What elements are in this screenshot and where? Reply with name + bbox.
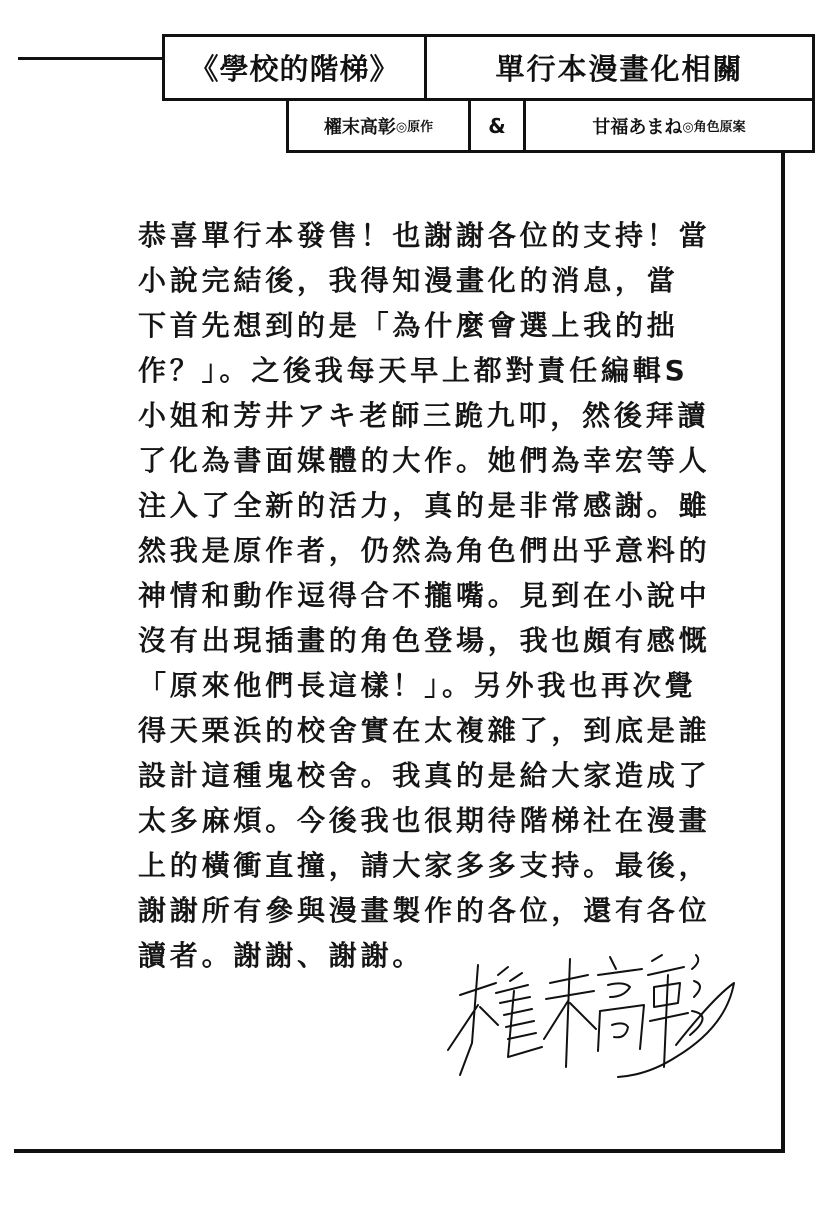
message-line: 神情和動作逗得合不攏嘴。見到在小說中 xyxy=(138,579,711,612)
author-signature xyxy=(438,935,738,1095)
message-line: 沒有出現插畫的角色登場，我也頗有感慨 xyxy=(138,624,711,657)
message-line: 了化為書面媒體的大作。她們為幸宏等人 xyxy=(138,444,711,477)
artist-role: ◎角色原案 xyxy=(682,120,746,135)
artist-name: 甘福あまね xyxy=(592,116,683,138)
author-name: 櫂末高彰 xyxy=(323,116,396,138)
message-line: 作？」。之後我每天早上都對責任編輯S xyxy=(138,354,689,387)
ampersand-box xyxy=(468,98,526,153)
ampersand: & xyxy=(488,113,506,138)
author-credit-box xyxy=(286,98,471,153)
message-line: 太多麻煩。今後我也很期待階梯社在漫畫 xyxy=(138,804,711,837)
message-line: 小說完結後，我得知漫畫化的消息，當 xyxy=(138,264,679,297)
message-line: 「原來他們長這樣！」。另外我也再次覺 xyxy=(138,669,697,702)
message-line: 得天栗浜的校舍實在太複雜了，到底是誰 xyxy=(138,714,711,747)
afterword-message xyxy=(138,213,728,978)
artist-credit-box xyxy=(523,98,815,153)
section-title-box xyxy=(424,34,815,101)
message-line: 然我是原作者，仍然為角色們出乎意料的 xyxy=(138,534,711,567)
message-line: 恭喜單行本發售！也謝謝各位的支持！當 xyxy=(138,219,711,252)
section-title: 單行本漫畫化相關 xyxy=(495,52,744,86)
message-line: 小姐和芳井アキ老師三跪九叩，然後拜讀 xyxy=(138,399,710,432)
manga-title: 《學校的階梯》 xyxy=(189,52,400,86)
message-line: 謝謝所有參與漫畫製作的各位，還有各位 xyxy=(138,894,711,927)
author-role: ◎原作 xyxy=(395,120,434,135)
message-line: 設計這種鬼校舍。我真的是給大家造成了 xyxy=(138,759,711,792)
frame-bottom-border xyxy=(14,1149,785,1153)
message-line: 注入了全新的活力，真的是非常感謝。雖 xyxy=(138,489,711,522)
message-line: 上的橫衝直撞，請大家多多支持。最後， xyxy=(138,849,711,882)
message-line: 讀者。謝謝、謝謝。 xyxy=(138,939,425,972)
manga-title-box xyxy=(162,34,427,101)
header-rule-left xyxy=(18,57,164,60)
message-line: 下首先想到的是「為什麼會選上我的拙 xyxy=(138,309,679,342)
frame-right-border xyxy=(781,150,785,1153)
